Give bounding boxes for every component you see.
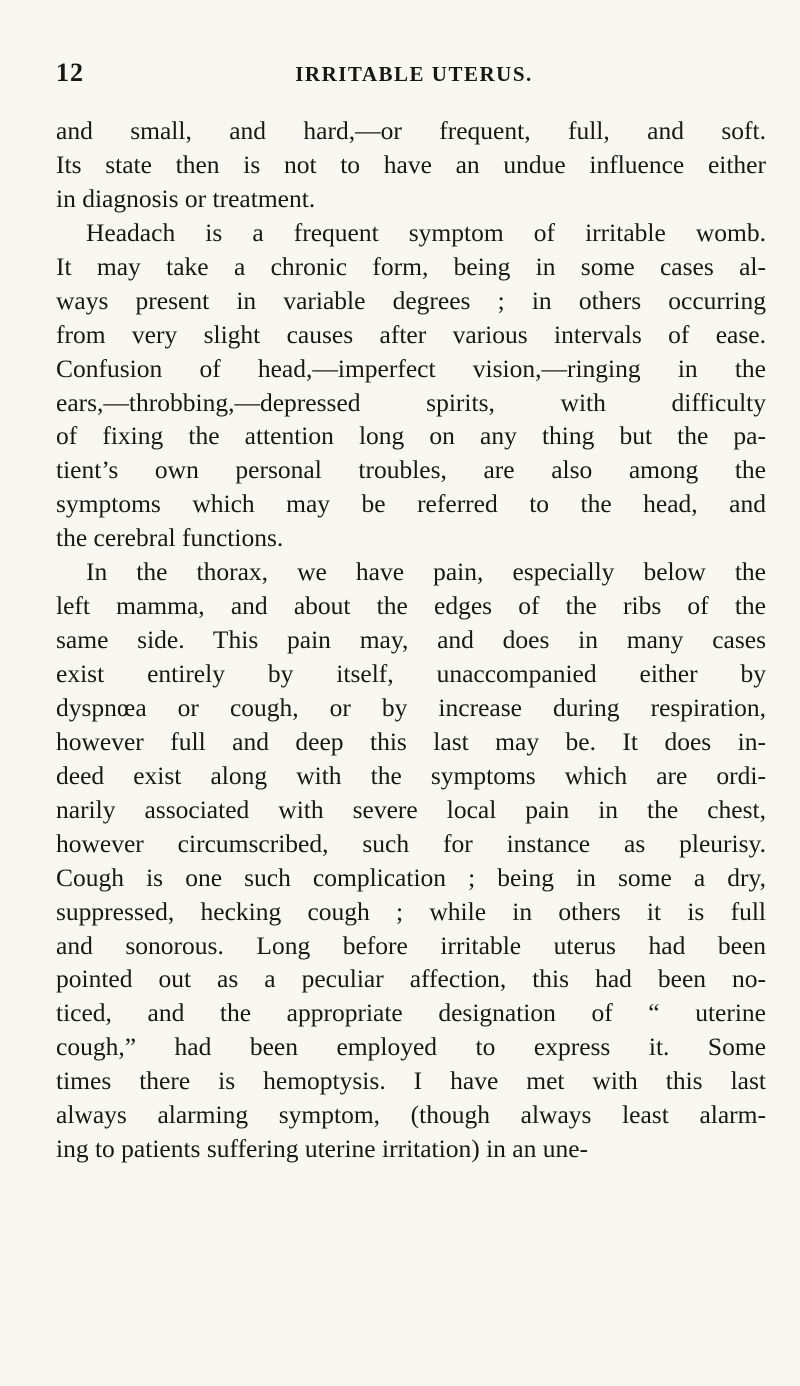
text-line: always alarming symptom, (though always least alarm- [56,1100,766,1130]
text-line: however circumscribed, such for instance as pleurisy. [56,828,766,858]
text-line: ticed, and the appropriate designation of “ uterine [56,998,766,1028]
text-line: It may take a chronic form, being in some cases al- [56,251,766,281]
running-head: IRRITABLE UTERUS. [295,62,533,86]
text-line: Cough is one such complication ; being in some a dry, [56,862,766,892]
text-line: left mamma, and about the edges of the ribs of the [56,591,766,621]
text-line: dyspnœa or cough, or by increase during respiration, [56,692,766,722]
text-line: symptoms which may be referred to the head, and [56,489,766,519]
text-line: from very slight causes after various intervals of ease. [56,319,766,349]
text-line: however full and deep this last may be. It does in- [56,726,766,756]
text-line: times there is hemoptysis. I have met with this last [56,1066,766,1096]
body-text [56,114,766,1166]
text-line: narily associated with severe local pain in the chest, [56,794,766,824]
text-line: ears,—throbbing,—depressed spirits, with difficulty [56,387,766,417]
text-line: ing to patients suffering uterine irritation) in an une- [56,1134,589,1164]
text-line: deed exist along with the symptoms which are ordi- [56,760,766,790]
paragraph-first-line: Headach is a frequent symptom of irritable womb. [86,217,766,247]
text-line: the cerebral functions. [56,523,284,553]
text-line: Its state then is not to have an undue influence either [56,149,766,179]
text-line: and sonorous. Long before irritable uterus had been [56,930,766,960]
text-line: cough,” had been employed to express it. Some [56,1032,766,1062]
text-line: Confusion of head,—imperfect vision,—ringing in the [56,353,766,383]
text-line: tient’s own personal troubles, are also among the [56,455,766,485]
page-number: 12 [56,58,84,87]
text-line: of fixing the attention long on any thing but the pa- [56,421,766,451]
text-line: same side. This pain may, and does in many cases [56,625,766,655]
text-line: suppressed, hecking cough ; while in others it is full [56,896,766,926]
text-line: pointed out as a peculiar affection, this had been no- [56,964,766,994]
text-line: ways present in variable degrees ; in others occurring [56,285,766,315]
text-line: exist entirely by itself, unaccompanied either by [56,659,766,688]
text-line: and small, and hard,—or frequent, full, and soft. [56,116,766,145]
paragraph-first-line: In the thorax, we have pain, especially below the [86,557,766,587]
text-line: in diagnosis or treatment. [56,183,316,213]
page-header [54,58,774,88]
